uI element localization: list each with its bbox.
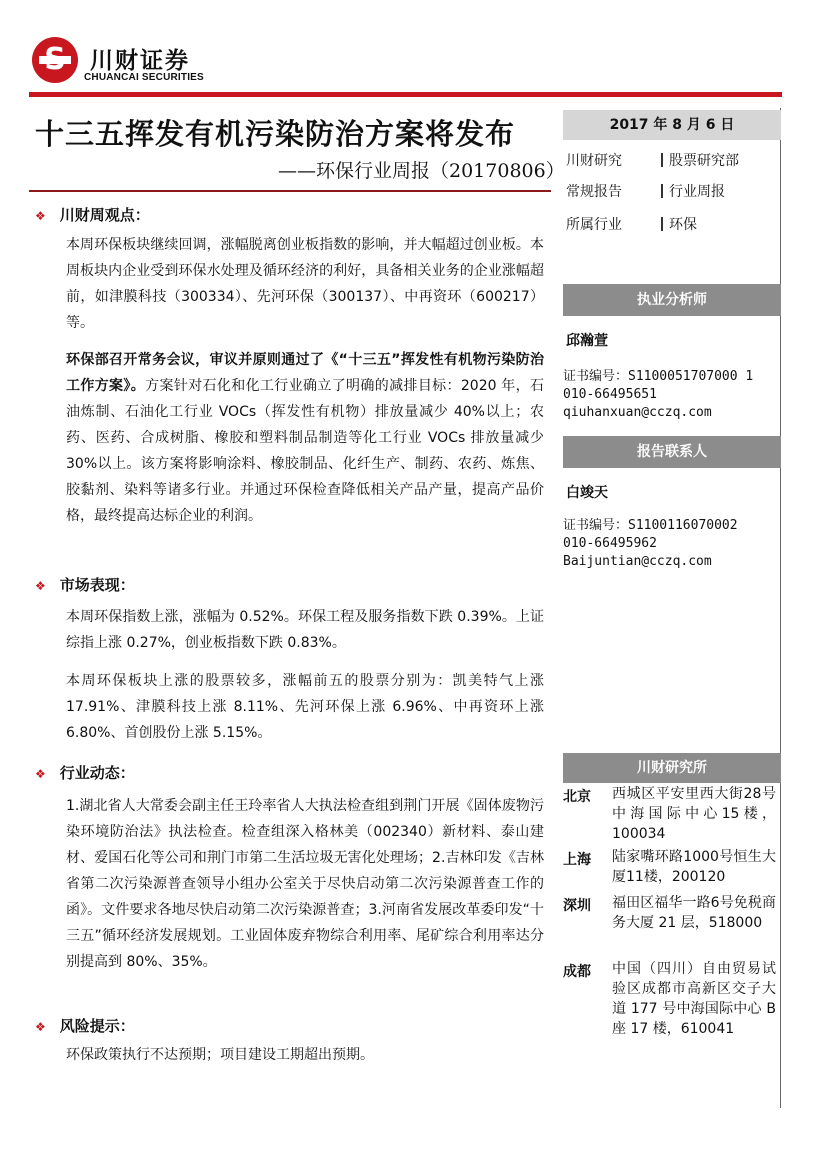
section-heading-view: ❖ 川财周观点：: [35, 206, 150, 224]
office-address: 福田区福华一路6号免税商务大厦 21 层，518000: [612, 895, 776, 931]
office-city: 上海: [563, 852, 591, 868]
office-address: 陆家嘴环路1000号恒生大厦11楼，200120: [612, 849, 776, 885]
office-address: 西城区平安里西大街28号中海国际中心15楼，100034: [612, 786, 776, 842]
institute-header: 川财研究所: [563, 753, 781, 783]
section-heading-market: ❖ 市场表现：: [35, 576, 135, 594]
diamond-bullet-icon: ❖: [35, 767, 46, 781]
diamond-bullet-icon: ❖: [35, 579, 46, 593]
contact-cert: 证书编号：S1100116070002: [563, 518, 738, 533]
contact-email[interactable]: Baijuntian@cczq.com: [563, 554, 712, 569]
analyst-name: 邱瀚萱: [566, 333, 608, 349]
report-title: 十三五挥发有机污染防治方案将发布: [35, 117, 516, 151]
market-paragraph-1: 本周环保指数上涨，涨幅为 0.52%。环保工程及服务指数下跌 0.39%。上证综指上涨 0.27%，创业板指数下跌 0.83%。: [66, 609, 544, 651]
office-city: 深圳: [563, 898, 591, 914]
analyst-header: 执业分析师: [563, 284, 781, 316]
meta-row-research: 川财研究 股票研究部: [566, 153, 739, 169]
logo-glyph: S: [44, 42, 66, 77]
meta-row-industry: 所属行业 环保: [566, 217, 697, 233]
policy-highlight: 环保部召开常务会议，审议并原则通过了《“十三五”挥发性有机物污染防治工作方案》。: [66, 352, 544, 394]
market-paragraph-2: 本周环保板块上涨的股票较多，涨幅前五的股票分别为：凯美特气上涨 17.91%、津膜科技上涨 8.11%、先河环保上涨 6.96%、中再资环上涨 6.80%、首创股份上涨 5.15%。: [66, 673, 544, 741]
view-paragraph-2: 环保部召开常务会议，审议并原则通过了《“十三五”挥发性有机物污染防治工作方案》。方案针对石化和化工行业确立了明确的减排目标：2020 年，石油炼制、石油化工行业 VOCs（挥发性有机物）排放量减少 40%以上；农药、医药、合成树脂、橡胶和塑料制品制造等化工行业 VOCs 排放量减少 30%以上。该方案将影响涂料、橡胶制品、化纤生产、制药、农药、炼焦、胶黏剂、染料等诸多行业。并通过环保检查降低相关产品产量，提高产品价格，最终提高达标企业的利润。: [66, 352, 545, 524]
office-city: 北京: [563, 789, 591, 805]
meta-row-report-type: 常规报告 行业周报: [566, 184, 725, 200]
brand-name: 川财证券: [90, 48, 190, 74]
view-paragraph-1: 本周环保板块继续回调，涨幅脱离创业板指数的影响，并大幅超过创业板。本周板块内企业受到环保水处理及循环经济的利好，具备相关业务的企业涨幅超前，如津膜科技（300334）、先河环保（300137）、中再资环（600217）等。: [66, 237, 544, 331]
analyst-cert: 证书编号：S1100051707000 1: [563, 369, 754, 384]
analyst-email[interactable]: qiuhanxuan@cczq.com: [563, 405, 712, 420]
office-address: 中国（四川）自由贸易试验区成都市高新区交子大道 177 号中海国际中心 B 座 17 楼，610041: [612, 961, 776, 1037]
report-date: 2017 年 8 月 6 日: [563, 110, 781, 140]
title-divider: [29, 190, 551, 192]
report-subtitle: ——环保行业周报（20170806）: [278, 160, 565, 182]
header-divider: [29, 92, 782, 97]
brand-name-en: CHUANCAI SECURITIES: [84, 72, 204, 83]
analyst-phone: 010-66495651: [563, 387, 657, 402]
sidebar-border: [780, 108, 781, 1108]
logo-icon: [32, 37, 78, 83]
contact-header: 报告联系人: [563, 436, 781, 468]
contact-name: 白竣天: [566, 485, 608, 501]
office-city: 成都: [563, 964, 591, 980]
diamond-bullet-icon: ❖: [35, 209, 46, 223]
section-heading-industry: ❖ 行业动态：: [35, 764, 135, 782]
contact-phone: 010-66495962: [563, 536, 657, 551]
risk-paragraph: 环保政策执行不达预期；项目建设工期超出预期。: [66, 1047, 374, 1063]
diamond-bullet-icon: ❖: [35, 1020, 46, 1034]
industry-paragraph: 1.湖北省人大常委会副主任王玲率省人大执法检查组到荆门开展《固体废物污染环境防治法》执法检查。检查组深入格林美（002340）新材料、泰山建材、爱国石化等公司和荆门市第二生活垃圾无害化处理场；2.吉林印发《吉林省第二次污染源普查领导小组办公室关于尽快启动第二次污染源普查工作的函》。文件要求各地尽快启动第二次污染源普查；3.河南省发展改革委印发“十三五”循环经济发展规划。工业固体废弃物综合利用率、尾矿综合利用率达分别提高到 80%、35%。: [66, 798, 544, 970]
section-heading-risk: ❖ 风险提示：: [35, 1017, 135, 1035]
